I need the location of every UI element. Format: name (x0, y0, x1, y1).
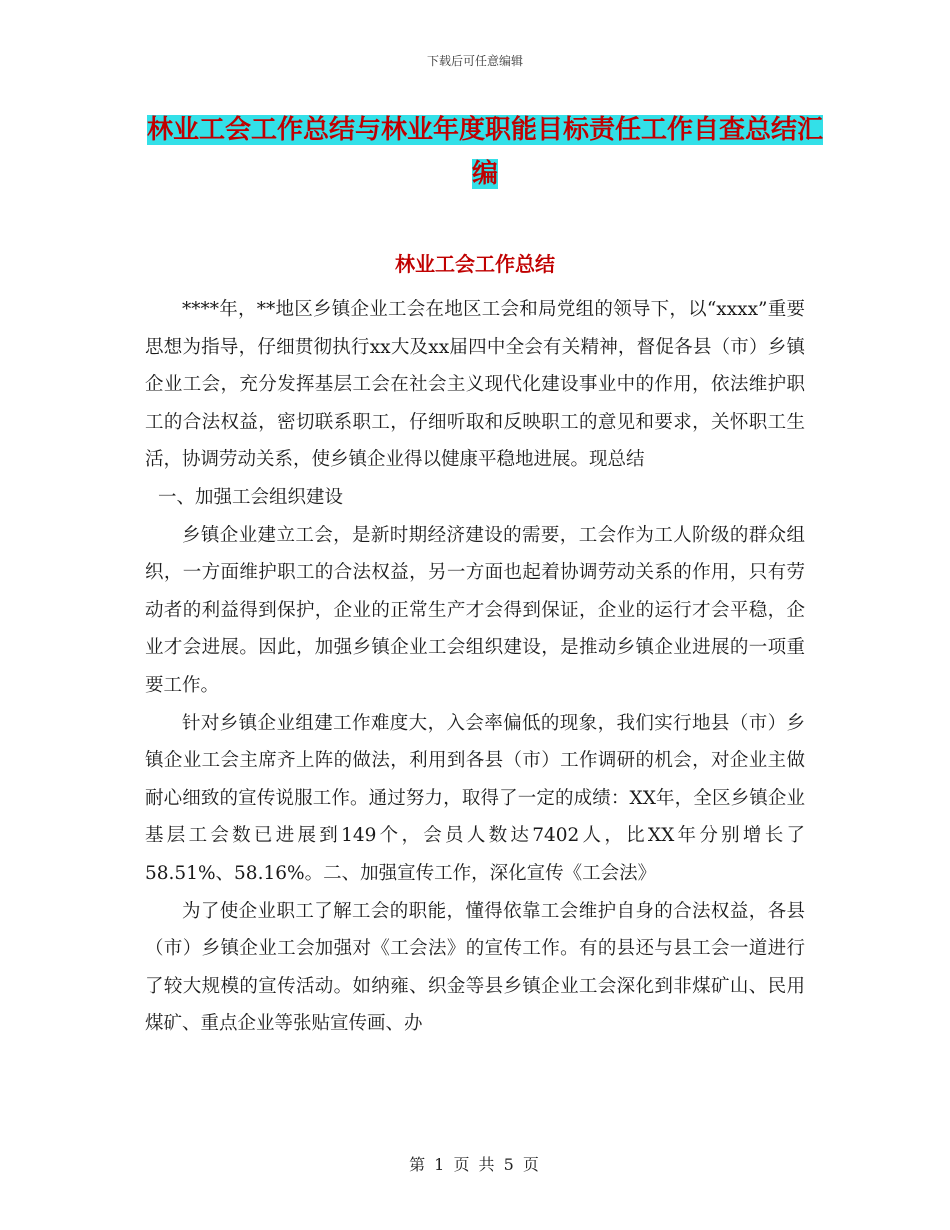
page-number: 第 1 页 共 5 页 (409, 1155, 541, 1174)
paragraph-intro: ****年，**地区乡镇企业工会在地区工会和局党组的领导下，以“xxxx”重要思想为指导，仔细贯彻执行xx大及xx届四中全会有关精神，督促各县（市）乡镇企业工会，充分发挥基层工会在社会主义现代化建设事业中的作用，依法维护职工的合法权益，密切联系职工，仔细听取和反映职工的意见和要求，关怀职工生活，协调劳动关系，使乡镇企业得以健康平稳地进展。现总结 (145, 299, 805, 471)
document-body (145, 291, 805, 1043)
title-highlight: 林业工会工作总结与林业年度职能目标责任工作自查总结汇编 (146, 115, 823, 189)
paragraph-organization: 乡镇企业建立工会，是新时期经济建设的需要，工会作为工人阶级的群众组织，一方面维护职工的合法权益，另一方面也起着协调劳动关系的作用，只有劳动者的利益得到保护，企业的正常生产才会得到保证，企业的运行才会平稳，企业才会进展。因此，加强乡镇企业工会组织建设，是推动乡镇企业进展的一项重要工作。 (145, 524, 805, 696)
document-title (145, 108, 825, 196)
header-note: 下载后可任意编辑 (426, 54, 523, 68)
paragraph-results: 针对乡镇企业组建工作难度大，入会率偏低的现象，我们实行地县（市）乡镇企业工会主席齐上阵的做法，利用到各县（市）工作调研的机会，对企业主做耐心细致的宣传说服工作。通过努力，取得了一定的成绩：XX年，全区乡镇企业基层工会数已进展到149个，会员人数达7402人，比XX年分别增长了58.51%、58.16%。二、加强宣传工作，深化宣传《工会法》 (145, 712, 805, 884)
subheading-organization: 一、加强工会组织建设 (157, 486, 343, 508)
paragraph-publicity: 为了使企业职工了解工会的职能，懂得依靠工会维护自身的合法权益，各县（市）乡镇企业工会加强对《工会法》的宣传工作。有的县还与县工会一道进行了较大规模的宣传活动。如纳雍、织金等县乡镇企业工会深化到非煤矿山、民用煤矿、重点企业等张贴宣传画、办 (145, 900, 805, 1035)
section-title: 林业工会工作总结 (395, 252, 555, 276)
